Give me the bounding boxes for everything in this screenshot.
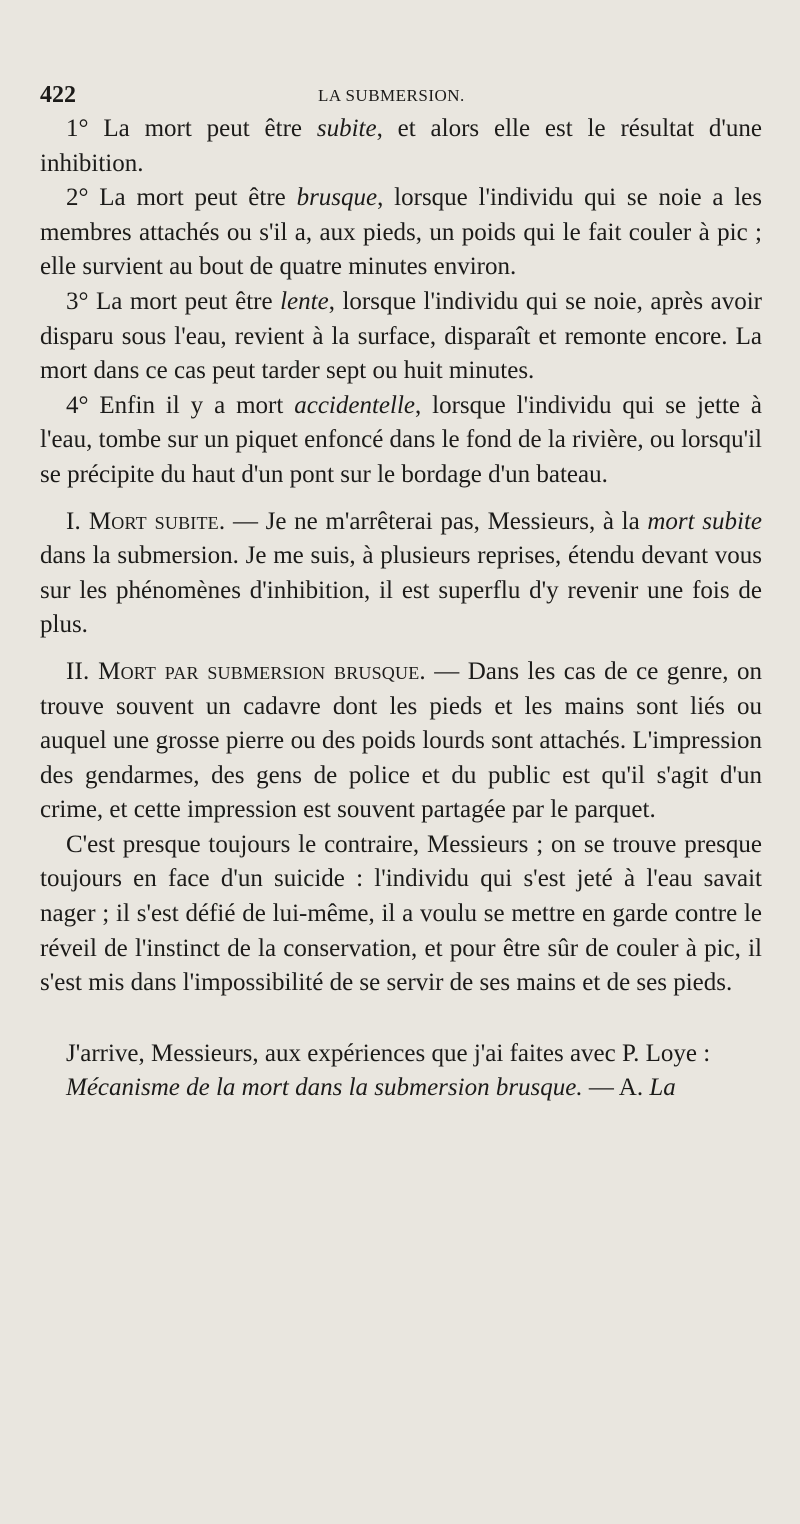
- running-title: LA SUBMERSION.: [318, 86, 465, 105]
- paragraph-sudden-death: [40, 112, 762, 181]
- emphasis: subite: [316, 115, 377, 142]
- text-run: 1° La mort peut être: [66, 115, 317, 142]
- text-run: 2° La mort peut être: [66, 184, 297, 212]
- page-header: [40, 70, 762, 110]
- section-heading: I. Mort subite.: [66, 507, 226, 535]
- emphasis: brusque: [296, 184, 378, 212]
- paragraph-experiments: [40, 1037, 762, 1072]
- text-run: 4° Enfin il y a mort: [66, 391, 295, 419]
- text-run: , et alors elle est le résultat d'une inhibition.: [40, 115, 762, 177]
- text-run: , lorsque l'individu qui se jette à l'eau, tombe sur un piquet enfoncé dans le fond de la rivière, ou lorsqu'il se précipite du haut d'un pont sur le bordage d'un bateau.: [40, 391, 763, 488]
- emphasis: lente: [280, 287, 329, 315]
- paragraph-suicide: [40, 828, 762, 1001]
- text-run: C'est presque toujours le contraire, Messieurs ; on se trouve presque toujours en face d'un suicide : l'individu qui s'est jeté à l'eau savait nager ; il s'est défié de lui-même, il a voulu se mettre en garde contre le réveil de l'instinct de la conservation, et pour être sûr de couler à pic, il s'est mis dans l'impossibilité de se servir de ses mains et de ses pieds.: [40, 830, 762, 997]
- text-run: — Dans les cas de ce genre, on trouve souvent un cadavre dont les pieds et les mains sont liés ou auquel une grosse pierre ou des poids lourds sont attachés. L'impression des gendarmes, des gens de police et du public est qu'il s'agit d'un crime, et cette impression est souvent partagée par le parquet.: [40, 657, 762, 824]
- text-run: , lorsque l'individu qui se noie a les membres attachés ou s'il a, aux pieds, un poids qui le fait couler à pic ; elle survient au bout de quatre minutes environ.: [40, 184, 762, 281]
- subheading-mechanism: [40, 1071, 762, 1106]
- emphasis: accidentelle: [294, 391, 415, 419]
- body-text: [40, 112, 762, 1106]
- section-heading: II. Mort par submersion brusque.: [66, 657, 426, 685]
- page-number: 422: [40, 82, 76, 108]
- text-run: 3° La mort peut être: [66, 287, 281, 315]
- emphasis: Mécanisme de la mort dans la submersion brusque.: [66, 1074, 583, 1102]
- paragraph-accidental-death: [40, 389, 762, 493]
- section-sudden-death: [40, 505, 762, 643]
- emphasis: La: [649, 1074, 676, 1102]
- text-run: J'arrive, Messieurs, aux expériences que j'ai faites avec P. Loye :: [66, 1039, 711, 1067]
- text-run: — A.: [582, 1074, 650, 1102]
- text-run: — Je ne m'arrêterai pas, Messieurs, à la: [225, 507, 648, 535]
- text-run: dans la submersion. Je me suis, à plusieurs reprises, étendu devant vous sur les phénomènes d'inhibition, il est superflu d'y revenir une fois de plus.: [40, 542, 762, 639]
- paragraph-slow-death: [40, 285, 762, 389]
- emphasis: mort subite: [647, 507, 762, 535]
- paragraph-abrupt-death: [40, 181, 762, 285]
- section-abrupt-submersion: [40, 655, 762, 828]
- text-run: , lorsque l'individu qui se noie, après avoir disparu sous l'eau, revient à la surface, disparaît et remonte encore. La mort dans ce cas peut tarder sept ou huit minutes.: [40, 287, 762, 385]
